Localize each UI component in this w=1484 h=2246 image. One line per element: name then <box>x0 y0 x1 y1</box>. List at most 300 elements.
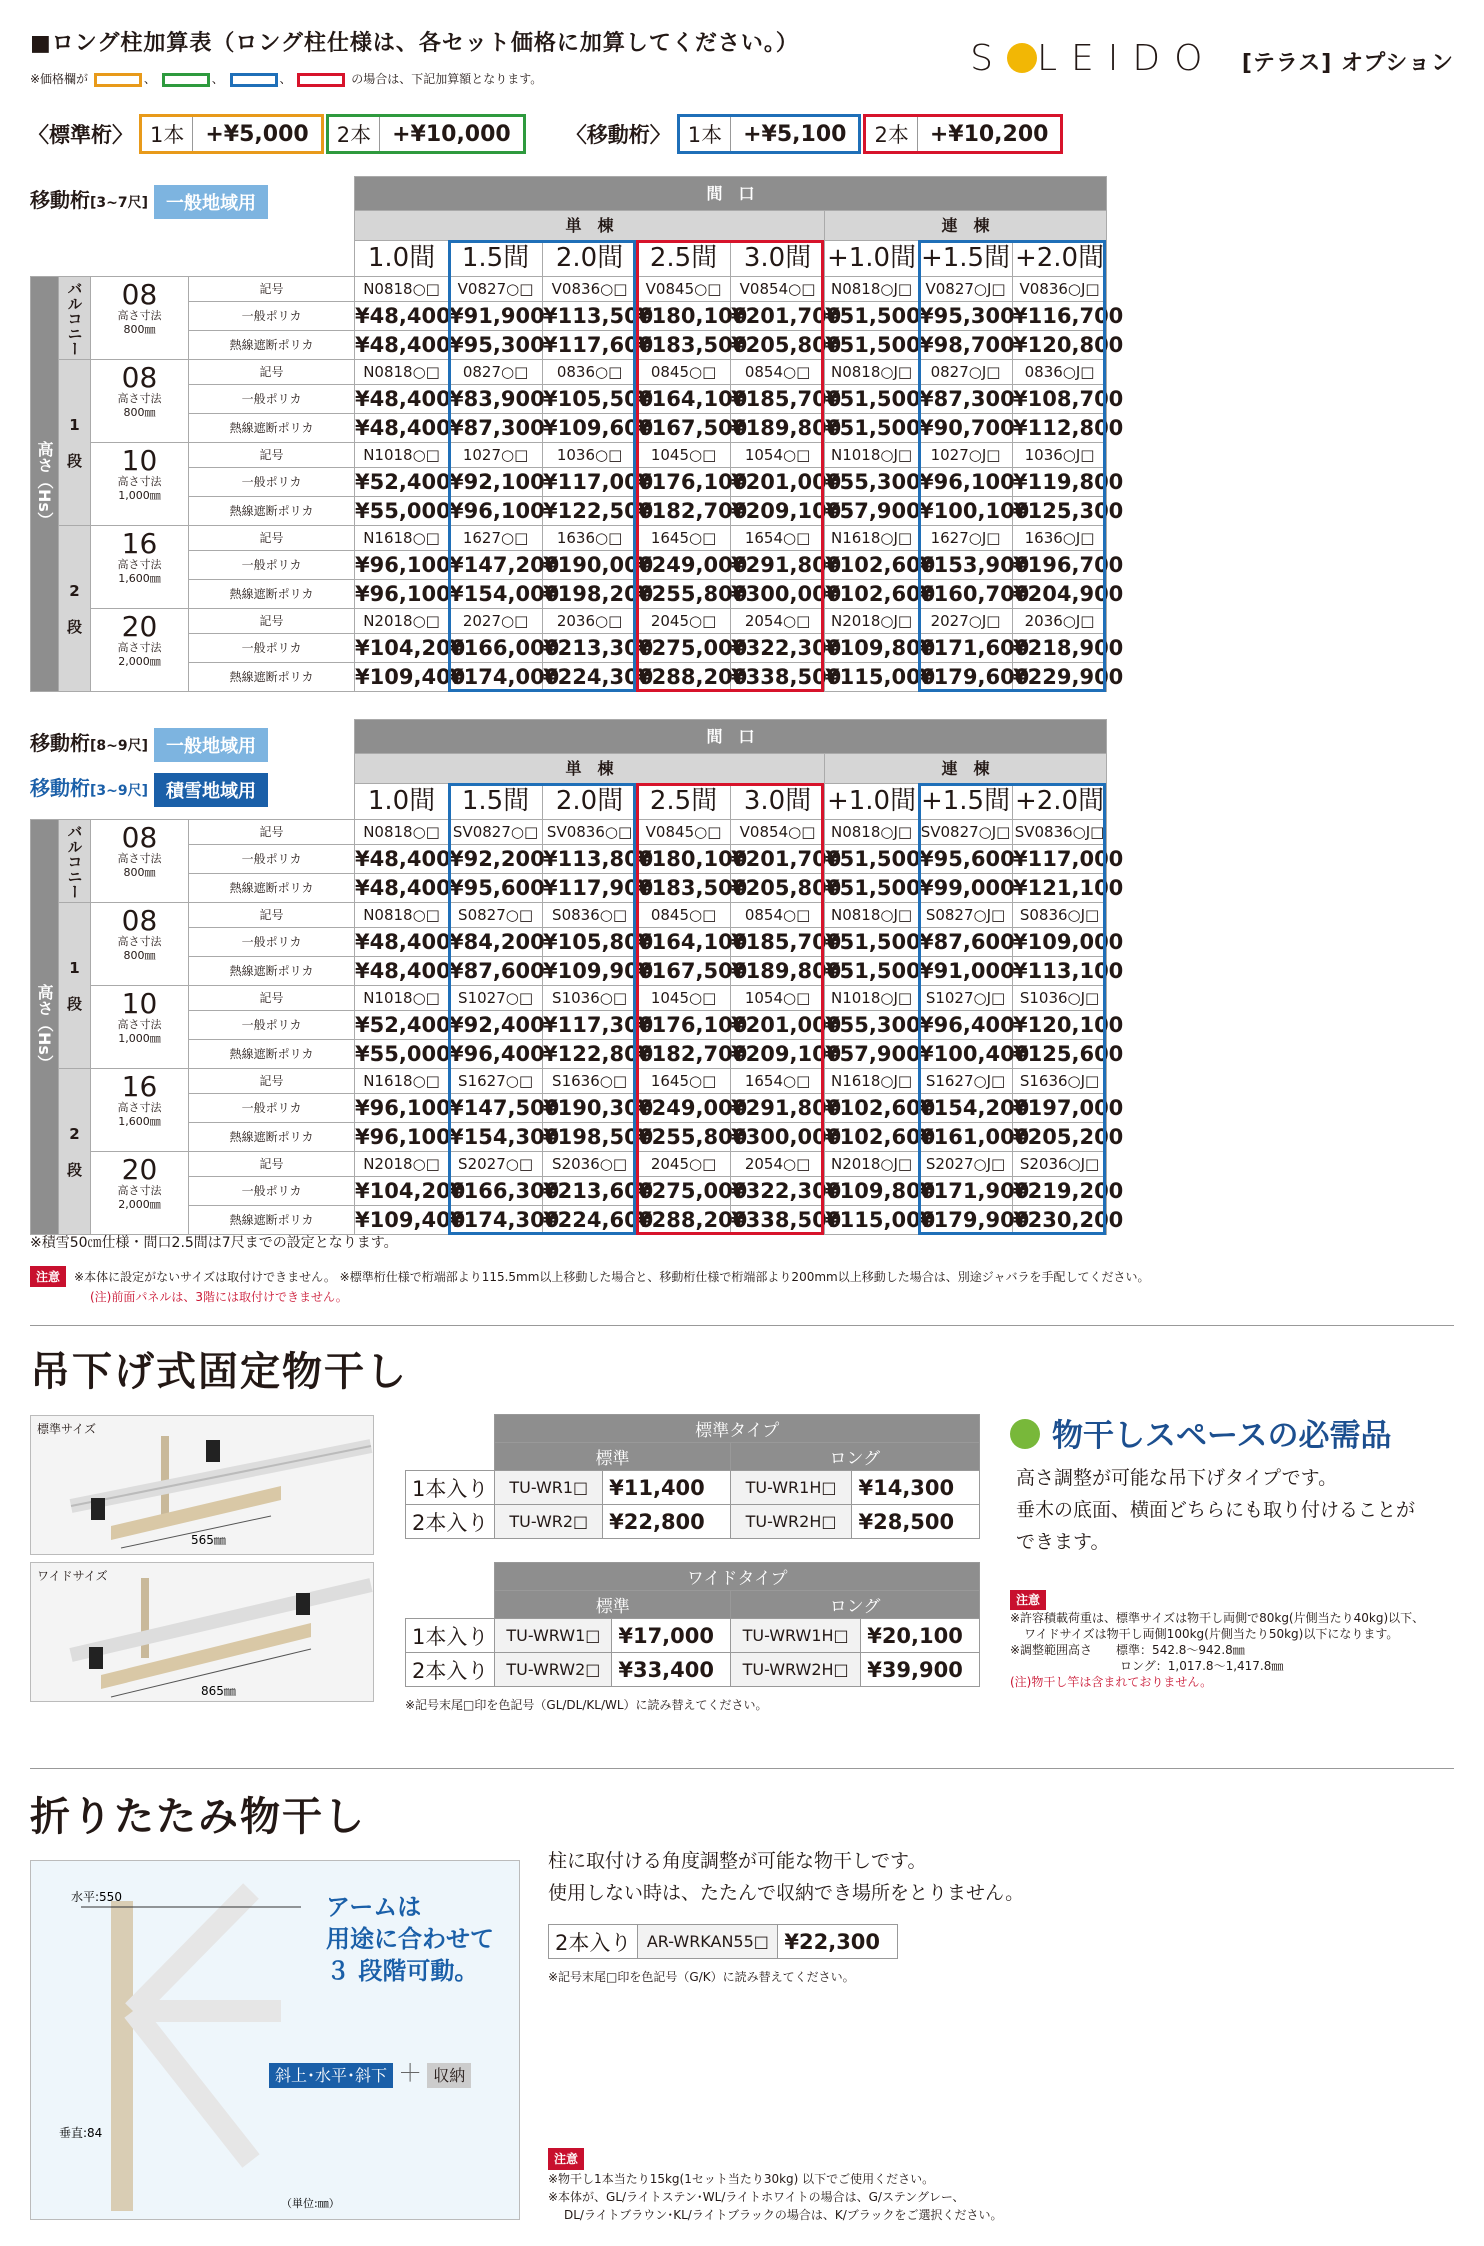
price-cell: 2036○J□ <box>1013 609 1107 634</box>
table-row <box>31 928 1107 957</box>
price-cell: ¥87,600 <box>449 957 543 986</box>
price-cell: ¥119,800 <box>1013 468 1107 497</box>
price-cell: ¥125,300 <box>1013 497 1107 526</box>
price-cell: S0836○J□ <box>1013 903 1107 928</box>
green-swatch <box>162 73 210 87</box>
height-value: 16 高さ寸法 1,600㎜ <box>91 526 189 609</box>
price-cell: ¥109,800 <box>825 634 919 663</box>
price-cell: ¥48,400 <box>355 414 449 443</box>
price-cell: ¥117,000 <box>543 468 637 497</box>
kind-label: 熱線遮断ポリカ <box>189 874 355 903</box>
price-cell: ¥189,800 <box>731 957 825 986</box>
price-cell: ¥87,300 <box>449 414 543 443</box>
price-cell: 0854○□ <box>731 903 825 928</box>
price-cell: ¥176,100 <box>637 1011 731 1040</box>
price-cell: N1618○J□ <box>825 526 919 551</box>
price-cell: ¥291,800 <box>731 1094 825 1123</box>
caution-note-2: (注)前面パネルは、3階には取付けできません。 <box>90 1290 348 1304</box>
price-cell: ¥174,300 <box>449 1206 543 1235</box>
fold-position-label: 斜上･水平･斜下 ＋ 収納 <box>269 2053 471 2088</box>
kind-label: 一般ポリカ <box>189 928 355 957</box>
dan2-label: 2 段 <box>59 1069 91 1235</box>
price-cell: S2027○□ <box>449 1152 543 1177</box>
maguchi-header: 間 口 <box>355 177 1107 211</box>
hang-std-row-1: 1本入り TU-WR1□ ¥11,400 TU-WR1H□ ¥14,300 <box>406 1471 980 1505</box>
table-row <box>31 609 1107 634</box>
price-cell: ¥249,000 <box>637 551 731 580</box>
price-cell: ¥99,000 <box>919 874 1013 903</box>
table-row <box>31 1206 1107 1235</box>
col-header-7: +2.0間 <box>1013 241 1107 277</box>
height-value: 16 高さ寸法 1,600㎜ <box>91 1069 189 1152</box>
hang-wide-row-1: 1本入り TU-WRW1□ ¥17,000 TU-WRW1H□ ¥20,100 <box>406 1619 980 1653</box>
price-cell: ¥102,600 <box>825 580 919 609</box>
price-cell: ¥109,800 <box>825 1177 919 1206</box>
price-cell: ¥109,000 <box>1013 928 1107 957</box>
kind-label: 一般ポリカ <box>189 385 355 414</box>
fold-title: 折りたたみ物干し <box>30 1794 366 1840</box>
kind-label: 熱線遮断ポリカ <box>189 414 355 443</box>
kind-label: 熱線遮断ポリカ <box>189 580 355 609</box>
col-header-0: 1.0間 <box>355 241 449 277</box>
table-row <box>31 526 1107 551</box>
price-cell: ¥179,900 <box>919 1206 1013 1235</box>
price-cell: N2018○□ <box>355 1152 449 1177</box>
price-cell: ¥51,500 <box>825 928 919 957</box>
price-cell: ¥154,200 <box>919 1094 1013 1123</box>
price-cell: ¥96,100 <box>449 497 543 526</box>
price-cell: 1645○□ <box>637 1069 731 1094</box>
price-cell: ¥112,800 <box>1013 414 1107 443</box>
price-cell: ¥204,900 <box>1013 580 1107 609</box>
kind-label: 記号 <box>189 986 355 1011</box>
maguchi-header: 間 口 <box>355 720 1107 754</box>
page-title: ■ロング柱加算表（ロング柱仕様は、各セット価格に加算してください。） <box>30 31 799 56</box>
price-cell: S1027○J□ <box>919 986 1013 1011</box>
price-cell: ¥96,100 <box>355 551 449 580</box>
price-cell: S1636○□ <box>543 1069 637 1094</box>
price-cell: ¥171,900 <box>919 1177 1013 1206</box>
price-cell: ¥201,000 <box>731 468 825 497</box>
price-cell: 0845○□ <box>637 360 731 385</box>
table-row <box>31 663 1107 692</box>
price-cell: ¥87,600 <box>919 928 1013 957</box>
table-row <box>31 820 1107 845</box>
price-cell: 2036○□ <box>543 609 637 634</box>
col-header-7: +2.0間 <box>1013 784 1107 820</box>
table-row <box>31 497 1107 526</box>
table-row <box>31 277 1107 302</box>
price-cell: ¥230,200 <box>1013 1206 1107 1235</box>
price-cell: ¥229,900 <box>1013 663 1107 692</box>
price-cell: V0836○□ <box>543 277 637 302</box>
price-cell: ¥160,700 <box>919 580 1013 609</box>
price-cell: ¥117,600 <box>543 331 637 360</box>
price-cell: ¥48,400 <box>355 845 449 874</box>
price-cell: ¥95,300 <box>449 331 543 360</box>
snow-note: ※積雪50㎝仕様・間口2.5間は7尺までの設定となります。 <box>30 1235 398 1251</box>
price-cell: ¥180,100 <box>637 845 731 874</box>
price-cell: ¥91,000 <box>919 957 1013 986</box>
price-cell: ¥113,800 <box>543 845 637 874</box>
price-cell: ¥91,900 <box>449 302 543 331</box>
kind-label: 記号 <box>189 1152 355 1177</box>
price-cell: N0818○J□ <box>825 903 919 928</box>
price-cell: ¥291,800 <box>731 551 825 580</box>
price-cell: ¥104,200 <box>355 1177 449 1206</box>
price-cell: ¥115,000 <box>825 663 919 692</box>
price-cell: ¥255,800 <box>637 1123 731 1152</box>
price-cell: ¥83,900 <box>449 385 543 414</box>
col-header-2: 2.0間 <box>543 784 637 820</box>
height-value: 08 高さ寸法 800㎜ <box>91 903 189 986</box>
price-cell: ¥201,700 <box>731 845 825 874</box>
price-cell: ¥275,000 <box>637 1177 731 1206</box>
price-cell: ¥198,500 <box>543 1123 637 1152</box>
kind-label: 熱線遮断ポリカ <box>189 331 355 360</box>
price-cell: 2027○J□ <box>919 609 1013 634</box>
price-cell: N1618○□ <box>355 1069 449 1094</box>
price-cell: ¥174,000 <box>449 663 543 692</box>
price-cell: N0818○□ <box>355 277 449 302</box>
table-row <box>31 580 1107 609</box>
price-cell: N2018○J□ <box>825 1152 919 1177</box>
height-value: 08 高さ寸法 800㎜ <box>91 277 189 360</box>
price-cell: N1018○J□ <box>825 986 919 1011</box>
price-cell: ¥48,400 <box>355 385 449 414</box>
price-cell: ¥48,400 <box>355 874 449 903</box>
col-header-4: 3.0間 <box>731 784 825 820</box>
price-cell: 1054○□ <box>731 443 825 468</box>
price-cell: ¥166,000 <box>449 634 543 663</box>
price-cell: ¥154,300 <box>449 1123 543 1152</box>
price-cell: ¥161,000 <box>919 1123 1013 1152</box>
kind-label: 熱線遮断ポリカ <box>189 1040 355 1069</box>
kind-label: 熱線遮断ポリカ <box>189 1206 355 1235</box>
price-cell: 2027○□ <box>449 609 543 634</box>
price-cell: 1045○□ <box>637 986 731 1011</box>
price-cell: ¥209,100 <box>731 497 825 526</box>
table-row <box>31 1094 1107 1123</box>
table-row <box>31 331 1107 360</box>
price-cell: V0845○□ <box>637 820 731 845</box>
price-cell: N0818○J□ <box>825 360 919 385</box>
price-cell: ¥338,500 <box>731 663 825 692</box>
price-cell: ¥102,600 <box>825 1123 919 1152</box>
price-cell: ¥104,200 <box>355 634 449 663</box>
kind-label: 一般ポリカ <box>189 551 355 580</box>
addon-prices: 〈標準桁〉 1本 +¥5,000 2本 +¥10,000 〈移動桁〉 1本 +¥5,100 2本 +¥10,200 <box>28 114 1063 154</box>
price-cell: S0836○□ <box>543 903 637 928</box>
hang-caution: 注意 ※許容積載荷重は、標準サイズは物干し両側で80kg(片側当たり40kg)以下、 ワイドサイズは物干し両側100kg(片側当たり50kg)以下になります。 ※調整範囲高さ 標準：542.8～942.8㎜ ロング：1,017.8～1,417.8㎜ (注)物干し竿は含まれておりません。 <box>1010 1590 1424 1690</box>
hanger-std-illustration <box>31 1416 375 1556</box>
price-cell: N0818○□ <box>355 820 449 845</box>
dan1-label: 1 段 <box>59 360 91 526</box>
price-cell: ¥109,900 <box>543 957 637 986</box>
price-cell: SV0836○J□ <box>1013 820 1107 845</box>
height-value: 08 高さ寸法 800㎜ <box>91 360 189 443</box>
hang-wide-table: ワイドタイプ 標準 ロング 1本入り TU-WRW1□ ¥17,000 TU-WRW1H□ ¥20,100 2本入り TU-WRW2□ ¥33,400 TU-WRW2H□ ¥39,900 <box>405 1562 980 1687</box>
price-cell: 2045○□ <box>637 609 731 634</box>
brand-logo: S LEIDO [テラス] オプション <box>970 38 1454 79</box>
price-cell: ¥102,600 <box>825 1094 919 1123</box>
table-row <box>31 468 1107 497</box>
table-row <box>31 1011 1107 1040</box>
price-cell: ¥84,200 <box>449 928 543 957</box>
price-cell: 2045○□ <box>637 1152 731 1177</box>
price-cell: 1654○□ <box>731 1069 825 1094</box>
price-cell: SV0827○J□ <box>919 820 1013 845</box>
price-cell: ¥190,300 <box>543 1094 637 1123</box>
red-swatch <box>297 73 345 87</box>
price-cell: 1027○□ <box>449 443 543 468</box>
sun-dot-icon <box>1007 43 1037 73</box>
price-cell: ¥209,100 <box>731 1040 825 1069</box>
col-header-0: 1.0間 <box>355 784 449 820</box>
col-header-6: +1.5間 <box>919 241 1013 277</box>
price-cell: S2027○J□ <box>919 1152 1013 1177</box>
price-cell: S1636○J□ <box>1013 1069 1107 1094</box>
divider-2 <box>30 1768 1454 1769</box>
fold-note: ※記号末尾□印を色記号（G/K）に読み替えてください。 <box>548 1970 855 1984</box>
height-label: 高さ（Hs） <box>31 277 59 692</box>
kind-label: 記号 <box>189 443 355 468</box>
kind-label: 一般ポリカ <box>189 845 355 874</box>
kind-label: 一般ポリカ <box>189 1177 355 1206</box>
price-cell: ¥96,100 <box>355 1123 449 1152</box>
hang-wide-row-2: 2本入り TU-WRW2□ ¥33,400 TU-WRW2H□ ¥39,900 <box>406 1653 980 1687</box>
price-cell: ¥96,100 <box>355 1094 449 1123</box>
price-cell: V0854○□ <box>731 277 825 302</box>
price-cell: V0854○□ <box>731 820 825 845</box>
price-cell: ¥180,100 <box>637 302 731 331</box>
col-header-2: 2.0間 <box>543 241 637 277</box>
col-header-4: 3.0間 <box>731 241 825 277</box>
fold-caution: 注意 ※物干し1本当たり15kg(1セット当たり30kg) 以下でご使用ください。 ※本体が、GL/ライトステン･WL/ライトホワイトの場合は、G/ステングレー、 DL/ライトブラウン･KL/ライトブラックの場合は、K/ブラックをご選択ください。 <box>548 2148 1003 2224</box>
kind-label: 記号 <box>189 526 355 551</box>
price-cell: N0818○□ <box>355 903 449 928</box>
price-cell: N1618○□ <box>355 526 449 551</box>
price-cell: ¥55,000 <box>355 1040 449 1069</box>
price-cell: 1054○□ <box>731 986 825 1011</box>
kind-label: 熱線遮断ポリカ <box>189 497 355 526</box>
svg-text:865㎜: 865㎜ <box>201 1684 236 1698</box>
price-cell: 0854○□ <box>731 360 825 385</box>
price-cell: ¥109,400 <box>355 663 449 692</box>
table-row <box>31 443 1107 468</box>
price-cell: ¥166,300 <box>449 1177 543 1206</box>
price-cell: ¥224,300 <box>543 663 637 692</box>
price-cell: V0845○□ <box>637 277 731 302</box>
height-value: 20 高さ寸法 2,000㎜ <box>91 1152 189 1235</box>
price-cell: ¥51,500 <box>825 414 919 443</box>
col-header-1: 1.5間 <box>449 784 543 820</box>
table-row <box>31 957 1107 986</box>
price-cell: ¥183,500 <box>637 331 731 360</box>
price-cell: ¥117,900 <box>543 874 637 903</box>
price-cell: ¥201,700 <box>731 302 825 331</box>
price-cell: ¥322,300 <box>731 634 825 663</box>
price-cell: ¥213,300 <box>543 634 637 663</box>
kind-label: 熱線遮断ポリカ <box>189 1123 355 1152</box>
svg-text:水平:550: 水平:550 <box>71 1890 122 1904</box>
col-header-5: +1.0間 <box>825 784 919 820</box>
price-cell: ¥249,000 <box>637 1094 731 1123</box>
price-cell: N1018○J□ <box>825 443 919 468</box>
price-cell: ¥176,100 <box>637 468 731 497</box>
price-cell: ¥288,200 <box>637 1206 731 1235</box>
fold-desc: 柱に取付ける角度調整が可能な物干しです。 使用しない時は、たたんで収納でき場所をとりません。 <box>548 1850 1025 1904</box>
svg-text:（単位:㎜）: （単位:㎜） <box>281 2197 340 2210</box>
price-cell: ¥338,500 <box>731 1206 825 1235</box>
price-cell: 1654○□ <box>731 526 825 551</box>
table-row <box>31 1123 1107 1152</box>
kind-label: 記号 <box>189 609 355 634</box>
hang-wide-image: ワイドサイズ 865㎜ <box>30 1562 374 1702</box>
price-cell: ¥55,000 <box>355 497 449 526</box>
price-cell: S1036○J□ <box>1013 986 1107 1011</box>
table-row <box>31 1152 1107 1177</box>
svg-text:垂直:84: 垂直:84 <box>59 2126 103 2140</box>
price-cell: 2054○□ <box>731 1152 825 1177</box>
kind-label: 熱線遮断ポリカ <box>189 957 355 986</box>
price-cell: 1045○□ <box>637 443 731 468</box>
price-cell: ¥113,100 <box>1013 957 1107 986</box>
price-cell: 1027○J□ <box>919 443 1013 468</box>
kind-label: 一般ポリカ <box>189 468 355 497</box>
price-cell: ¥51,500 <box>825 845 919 874</box>
hang-std-image: 標準サイズ 565㎜ <box>30 1415 374 1555</box>
price-cell: ¥164,100 <box>637 928 731 957</box>
price-cell: 1036○□ <box>543 443 637 468</box>
hang-desc: 高さ調整が可能な吊下げタイプです。 垂木の底面、横面どちらにも取り付けることが できます。 <box>1016 1467 1416 1553</box>
table1-label: 移動桁[3~7尺] 一般地域用 <box>30 184 268 219</box>
price-cell: N0818○J□ <box>825 277 919 302</box>
price-cell: S2036○J□ <box>1013 1152 1107 1177</box>
table-row <box>31 634 1107 663</box>
price-cell: N0818○□ <box>355 360 449 385</box>
yellow-swatch <box>94 73 142 87</box>
price-cell: ¥164,100 <box>637 385 731 414</box>
price-cell: ¥185,700 <box>731 385 825 414</box>
price-cell: ¥57,900 <box>825 497 919 526</box>
col-header-3: 2.5間 <box>637 241 731 277</box>
table-row <box>31 874 1107 903</box>
price-cell: 0836○J□ <box>1013 360 1107 385</box>
price-cell: ¥201,000 <box>731 1011 825 1040</box>
std-2-addon: 2本 +¥10,000 <box>326 114 526 154</box>
price-cell: ¥52,400 <box>355 1011 449 1040</box>
caution-block: 注意 ※本体に設定がないサイズは取付けできません。 ※標準桁仕様で桁端部より115.5mm以上移動した場合と、移動桁仕様で桁端部より200mm以上移動した場合は、別途ジャバラを手配してください。 <box>30 1266 1149 1287</box>
green-bullet-icon <box>1010 1419 1040 1449</box>
price-cell: V0836○J□ <box>1013 277 1107 302</box>
price-cell: ¥51,500 <box>825 957 919 986</box>
price-cell: N1018○□ <box>355 986 449 1011</box>
price-cell: ¥105,800 <box>543 928 637 957</box>
price-cell: 2054○□ <box>731 609 825 634</box>
price-cell: ¥275,000 <box>637 634 731 663</box>
price-cell: ¥51,500 <box>825 302 919 331</box>
price-cell: SV0836○□ <box>543 820 637 845</box>
tan-header: 単 棟 <box>355 211 825 241</box>
price-cell: 1627○J□ <box>919 526 1013 551</box>
mov-1-addon: 1本 +¥5,100 <box>677 114 862 154</box>
price-cell: ¥90,700 <box>919 414 1013 443</box>
price-cell: ¥171,600 <box>919 634 1013 663</box>
price-cell: ¥153,900 <box>919 551 1013 580</box>
price-cell: ¥48,400 <box>355 928 449 957</box>
price-cell: ¥92,400 <box>449 1011 543 1040</box>
price-cell: ¥105,500 <box>543 385 637 414</box>
height-value: 20 高さ寸法 2,000㎜ <box>91 609 189 692</box>
price-cell: ¥121,100 <box>1013 874 1107 903</box>
blue-swatch <box>230 73 278 87</box>
price-cell: 1036○J□ <box>1013 443 1107 468</box>
hang-headline: 物干しスペースの必需品 <box>1010 1410 1391 1455</box>
price-cell: ¥179,600 <box>919 663 1013 692</box>
price-cell: ¥117,000 <box>1013 845 1107 874</box>
price-cell: S1027○□ <box>449 986 543 1011</box>
price-cell: ¥96,100 <box>355 580 449 609</box>
price-cell: 0827○□ <box>449 360 543 385</box>
table-row <box>31 1177 1107 1206</box>
price-cell: ¥95,300 <box>919 302 1013 331</box>
col-header-1: 1.5間 <box>449 241 543 277</box>
price-cell: V0827○□ <box>449 277 543 302</box>
price-cell: ¥255,800 <box>637 580 731 609</box>
price-cell: 1627○□ <box>449 526 543 551</box>
price-cell: ¥182,700 <box>637 1040 731 1069</box>
kind-label: 記号 <box>189 277 355 302</box>
price-cell: ¥205,800 <box>731 331 825 360</box>
price-cell: ¥51,500 <box>825 874 919 903</box>
price-cell: 0836○□ <box>543 360 637 385</box>
price-cell: ¥109,600 <box>543 414 637 443</box>
price-cell: ¥198,200 <box>543 580 637 609</box>
kind-label: 一般ポリカ <box>189 302 355 331</box>
mov-2-addon: 2本 +¥10,200 <box>863 114 1063 154</box>
price-cell: ¥122,500 <box>543 497 637 526</box>
table-row <box>31 385 1107 414</box>
ren-header: 連 棟 <box>825 754 1107 784</box>
price-cell: ¥52,400 <box>355 468 449 497</box>
dan2-label: 2 段 <box>59 526 91 692</box>
kind-label: 熱線遮断ポリカ <box>189 663 355 692</box>
price-cell: N1618○J□ <box>825 1069 919 1094</box>
height-label: 高さ（Hs） <box>31 820 59 1235</box>
price-cell: ¥100,100 <box>919 497 1013 526</box>
ren-header: 連 棟 <box>825 211 1107 241</box>
divider <box>30 1325 1454 1326</box>
price-cell: ¥48,400 <box>355 331 449 360</box>
col-header-5: +1.0間 <box>825 241 919 277</box>
price-cell: ¥189,800 <box>731 414 825 443</box>
price-cell: ¥182,700 <box>637 497 731 526</box>
table-row <box>31 1040 1107 1069</box>
price-cell: ¥48,400 <box>355 957 449 986</box>
balcony-label: バルコニー <box>59 277 91 360</box>
price-cell: ¥213,600 <box>543 1177 637 1206</box>
table-row <box>31 360 1107 385</box>
price-cell: ¥115,000 <box>825 1206 919 1235</box>
price-cell: N2018○□ <box>355 609 449 634</box>
price-cell: ¥218,900 <box>1013 634 1107 663</box>
price-cell: ¥300,000 <box>731 1123 825 1152</box>
price-cell: ¥108,700 <box>1013 385 1107 414</box>
table2-label-1: 移動桁[8~9尺] 一般地域用 <box>30 727 268 762</box>
price-cell: ¥122,800 <box>543 1040 637 1069</box>
fold-image <box>30 1860 520 2220</box>
